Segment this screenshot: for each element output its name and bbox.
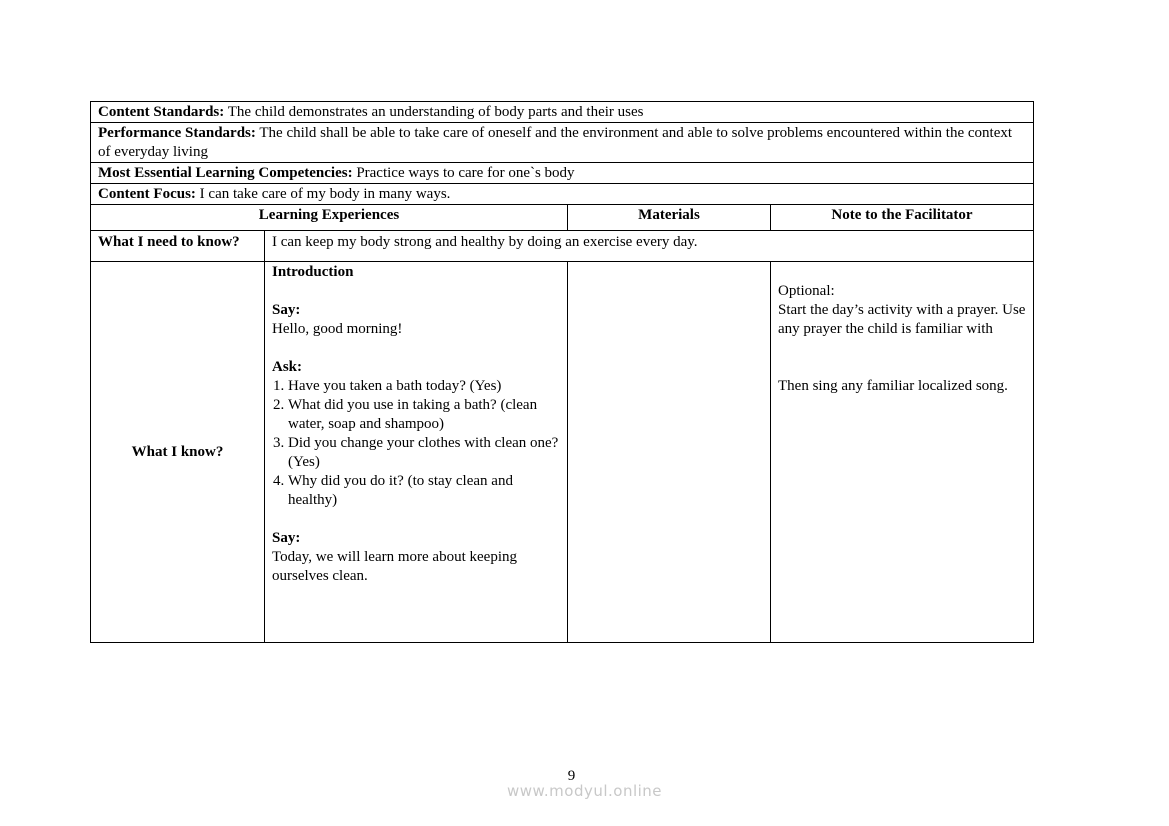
performance-standards-text: The child shall be able to take care of oneself and the environment and able to solve problems encountered within the context of everyday living	[98, 125, 1013, 160]
ask-label: Ask:	[272, 359, 303, 375]
content-standards-text: The child demonstrates an understanding of body parts and their uses	[224, 104, 644, 120]
content-standards-cell	[91, 102, 1034, 123]
ask-item: 1. Have you taken a bath today? (Yes)	[288, 377, 560, 396]
competencies-text: Practice ways to care for one`s body	[352, 165, 575, 181]
column-header-row	[91, 205, 1034, 231]
ask-item: 4. Why did you do it? (to stay clean and healthy)	[288, 472, 560, 510]
content-standards-label: Content Standards:	[98, 104, 225, 120]
performance-standards-label: Performance Standards:	[98, 125, 256, 141]
content-focus-label: Content Focus:	[98, 186, 196, 202]
what-i-know-label: What I know?	[91, 262, 265, 643]
note-song: Then sing any familiar localized song.	[778, 378, 1008, 394]
watermark: www.modyul.online	[506, 782, 663, 800]
introduction-heading: Introduction	[272, 264, 354, 280]
say-text-1: Hello, good morning!	[272, 321, 403, 337]
competencies-label: Most Essential Learning Competencies:	[98, 165, 353, 181]
content-focus-row	[91, 184, 1034, 205]
say-text-2: Today, we will learn more about keeping ourselves clean.	[272, 549, 517, 584]
header-materials: Materials	[568, 205, 771, 231]
header-note-to-facilitator: Note to the Facilitator	[771, 205, 1034, 231]
note-prayer: Start the day’s activity with a prayer. Use any prayer the child is familiar with	[778, 302, 1026, 337]
materials-cell	[568, 262, 771, 643]
performance-standards-cell	[91, 123, 1034, 163]
performance-standards-row	[91, 123, 1034, 163]
ask-list	[272, 377, 560, 510]
competencies-cell	[91, 163, 1034, 184]
what-i-need-to-know-label: What I need to know?	[91, 231, 265, 262]
ask-item: 3. Did you change your clothes with clean one? (Yes)	[288, 434, 560, 472]
what-i-need-to-know-text: I can keep my body strong and healthy by doing an exercise every day.	[265, 231, 1034, 262]
lesson-plan-table	[90, 101, 1034, 643]
what-i-need-to-know-row	[91, 231, 1034, 262]
header-learning-experiences: Learning Experiences	[91, 205, 568, 231]
content-focus-cell	[91, 184, 1034, 205]
facilitator-note-cell	[771, 262, 1034, 643]
learning-experiences-cell	[265, 262, 568, 643]
say-label-1: Say:	[272, 302, 301, 318]
what-i-know-row	[91, 262, 1034, 643]
content-standards-row	[91, 102, 1034, 123]
content-focus-text: I can take care of my body in many ways.	[195, 186, 451, 202]
competencies-row	[91, 163, 1034, 184]
say-label-2: Say:	[272, 530, 301, 546]
ask-item: 2. What did you use in taking a bath? (clean water, soap and shampoo)	[288, 396, 560, 434]
page-number: 9	[567, 768, 576, 784]
note-optional: Optional:	[778, 283, 835, 299]
